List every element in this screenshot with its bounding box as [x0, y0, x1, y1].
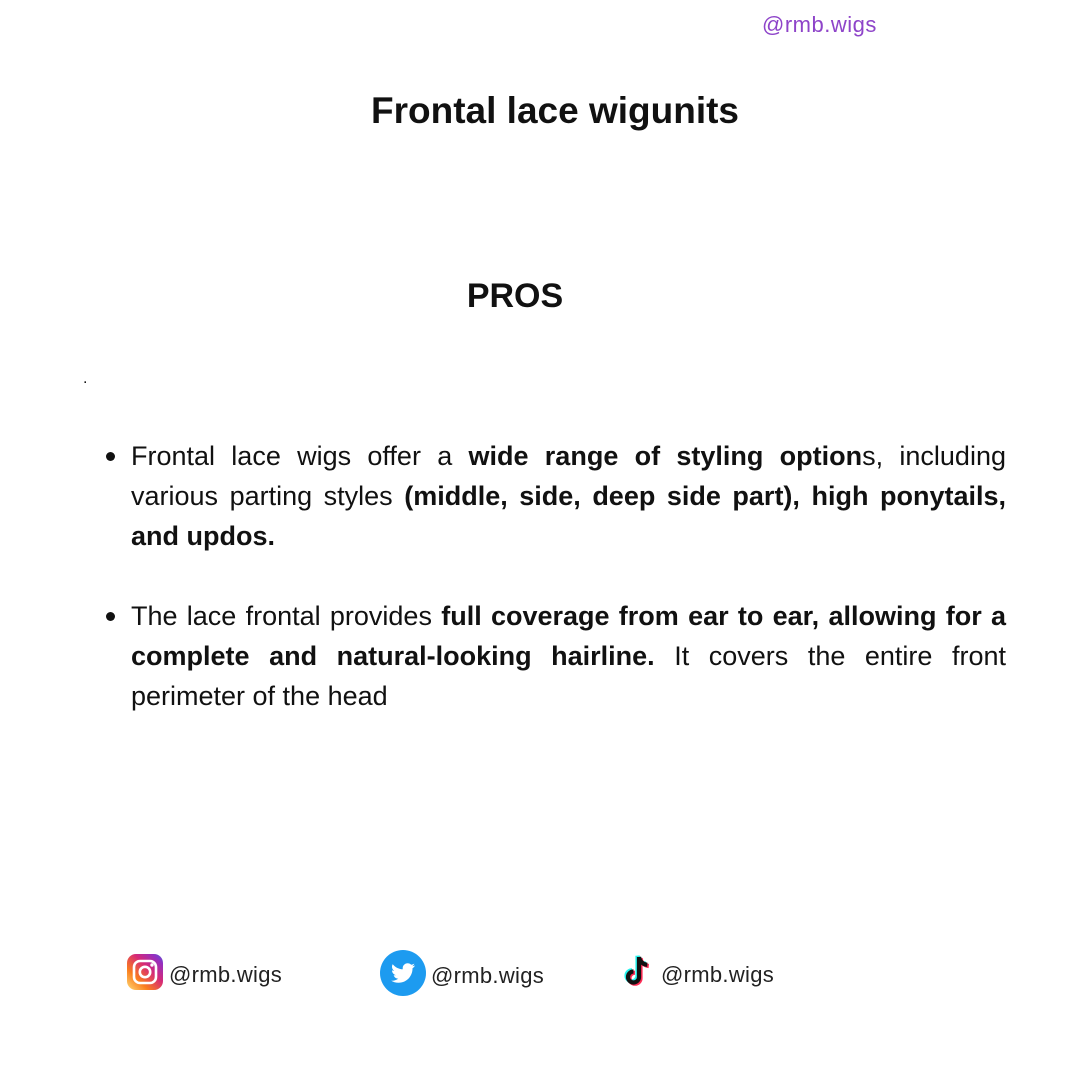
- pros-item: [131, 436, 1006, 556]
- pros-heading: PROS: [466, 277, 564, 315]
- stray-dot: .: [83, 370, 88, 387]
- pros-item-emphasis: full coverage from ear to ear, allowing for a complete and natural-looking hairline.: [131, 601, 1006, 671]
- twitter-handle: @rmb.wigs: [431, 963, 545, 988]
- tiktok-link[interactable]: [620, 953, 774, 997]
- pros-item-emphasis: (middle, side, deep side part), high ponytails, and updos.: [131, 481, 1006, 551]
- instagram-icon: [126, 953, 164, 997]
- social-footer: [0, 950, 1080, 1000]
- pros-list: [131, 436, 1006, 756]
- pros-item-text: It covers the entire front perimeter of the head: [131, 641, 1006, 711]
- twitter-link[interactable]: [380, 950, 544, 1002]
- pros-item-text: s, including various parting styles: [131, 441, 1006, 511]
- pros-item-text: Frontal lace wigs offer a: [131, 441, 469, 471]
- instagram-link[interactable]: [126, 953, 282, 997]
- pros-item: [131, 596, 1006, 716]
- tiktok-handle: @rmb.wigs: [661, 962, 775, 987]
- tiktok-icon: [620, 953, 656, 997]
- pros-item-text: The lace frontal provides: [131, 601, 442, 631]
- page-title: Frontal lace wigunits: [371, 90, 739, 131]
- pros-item-emphasis: wide range of styling option: [468, 441, 863, 471]
- top-handle[interactable]: @rmb.wigs: [762, 12, 877, 37]
- instagram-handle: @rmb.wigs: [169, 962, 283, 987]
- twitter-icon: [380, 950, 426, 1002]
